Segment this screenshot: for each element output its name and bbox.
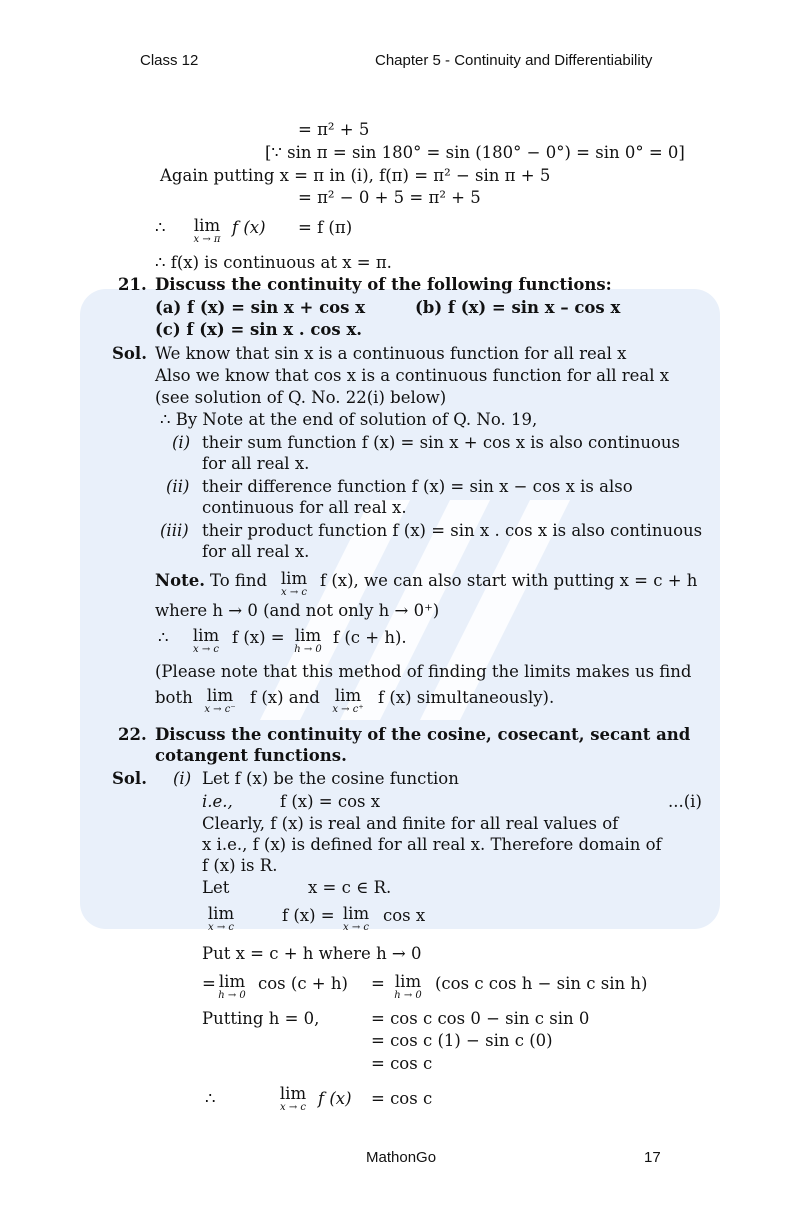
sol22-line-12: = cos c xyxy=(371,1054,433,1073)
therefore-symbol: ∴ xyxy=(155,218,166,237)
q21-title: Discuss the continuity of the following functions: xyxy=(155,275,612,294)
limit-h-0-cos-1: lim h → 0 xyxy=(218,972,246,1001)
limit-x-c-cos: lim x → c xyxy=(207,904,235,933)
top-line-1: = π² + 5 xyxy=(298,120,370,139)
limit-c-plus: lim x → c⁺ xyxy=(332,686,364,715)
top-line-2: [∵ sin π = sin 180° = sin (180° − 0°) = sin 0° = 0] xyxy=(265,143,685,162)
sol22-line-7a: f (x) = xyxy=(282,906,335,925)
sol22-line-1: Let f (x) be the cosine function xyxy=(202,769,459,788)
note-line-5c: f (x) simultaneously). xyxy=(378,688,555,707)
sol22-line-10a: Putting h = 0, xyxy=(202,1009,320,1028)
note-label: Note. xyxy=(155,571,205,590)
q21-part-a: (a) f (x) = sin x + cos x xyxy=(155,298,366,317)
top-line-5b: = f (π) xyxy=(298,218,353,237)
limit-x-c-eq: lim x → c xyxy=(192,626,220,655)
sol22-label: Sol. xyxy=(112,769,147,788)
sol22-line-9a: = xyxy=(202,974,216,993)
limit-h-0-cos-2: lim h → 0 xyxy=(394,972,422,1001)
sol22-line-9b: cos (c + h) xyxy=(258,974,348,993)
sol22-line-13a: ∴ xyxy=(205,1089,216,1108)
sol22-line-13b: f (x) xyxy=(318,1089,352,1108)
sol22-line-3: Clearly, f (x) is real and finite for all real values of xyxy=(202,814,619,833)
sol21-i-text-2: for all real x. xyxy=(202,454,310,473)
sol21-ii-label: (ii) xyxy=(166,477,190,496)
sol22-line-9d: (cos c cos h − sin c sin h) xyxy=(435,974,648,993)
q22-title-1: Discuss the continuity of the cosine, cosecant, secant and xyxy=(155,725,691,744)
sol22-line-8: Put x = c + h where h → 0 xyxy=(202,944,422,963)
top-line-4: = π² − 0 + 5 = π² + 5 xyxy=(298,188,481,207)
sol22-line-2b: f (x) = cos x xyxy=(280,792,381,811)
footer-brand: MathonGo xyxy=(366,1149,437,1166)
sol22-line-6b: x = c ∈ R. xyxy=(308,878,392,897)
sol21-label: Sol. xyxy=(112,344,147,363)
q22-number: 22. xyxy=(118,725,147,744)
sol21-i-label: (i) xyxy=(172,433,191,452)
sol21-line-2: Also we know that cos x is a continuous function for all real x xyxy=(155,366,670,385)
sol21-line-1: We know that sin x is a continuous function for all real x xyxy=(155,344,627,363)
sol22-line-7b: cos x xyxy=(383,906,426,925)
sol22-line-13c: = cos c xyxy=(371,1089,433,1108)
limit-x-c-note: lim x → c xyxy=(280,569,308,598)
sol21-iii-label: (iii) xyxy=(160,521,189,540)
header-class: Class 12 xyxy=(140,52,199,69)
limit-x-pi: lim x → π xyxy=(193,216,221,245)
note-line-2: where h → 0 (and not only h → 0⁺) xyxy=(155,601,440,620)
sol22-i-label: (i) xyxy=(173,769,192,788)
note-line-4: (Please note that this method of finding the limits makes us find xyxy=(155,662,692,681)
limit-x-c-cosx: lim x → c xyxy=(342,904,370,933)
top-line-6: ∴ f(x) is continuous at x = π. xyxy=(155,253,392,272)
sol22-eq-tag: ...(i) xyxy=(668,792,702,811)
sol22-line-5: f (x) is R. xyxy=(202,856,278,875)
sol22-line-2a: i.e., xyxy=(202,792,233,811)
note-line-3-therefore: ∴ xyxy=(158,628,169,647)
q21-number: 21. xyxy=(118,275,147,294)
sol22-line-9c: = xyxy=(371,974,385,993)
top-line-5a: f (x) xyxy=(232,218,266,237)
sol21-i-text-1: their sum function f (x) = sin x + cos x is also continuous xyxy=(202,433,680,452)
sol21-iii-text-1: their product function f (x) = sin x . cos x is also continuous xyxy=(202,521,703,540)
limit-x-c-final: lim x → c xyxy=(279,1084,307,1113)
note-line-1b: f (x), we can also start with putting x = c + h xyxy=(320,571,698,590)
q21-part-b: (b) f (x) = sin x – cos x xyxy=(415,298,621,317)
q21-part-c: (c) f (x) = sin x . cos x. xyxy=(155,320,363,339)
footer-page-number: 17 xyxy=(644,1149,661,1166)
note-line-1a: To find xyxy=(210,571,268,590)
note-line-3c: f (c + h). xyxy=(333,628,407,647)
limit-c-minus: lim x → c⁻ xyxy=(204,686,236,715)
sol21-ii-text-2: continuous for all real x. xyxy=(202,498,407,517)
sol21-ii-text-1: their difference function f (x) = sin x − cos x is also xyxy=(202,477,633,496)
sol21-iii-text-2: for all real x. xyxy=(202,542,310,561)
sol21-line-3: (see solution of Q. No. 22(i) below) xyxy=(155,388,447,407)
note-line-5b: f (x) and xyxy=(250,688,320,707)
sol22-line-6a: Let xyxy=(202,878,230,897)
limit-h-0-eq: lim h → 0 xyxy=(294,626,322,655)
sol22-line-10b: = cos c cos 0 − sin c sin 0 xyxy=(371,1009,590,1028)
header-chapter: Chapter 5 - Continuity and Differentiability xyxy=(375,52,653,69)
sol22-line-4: x i.e., f (x) is defined for all real x. Therefore domain of xyxy=(202,835,662,854)
note-line-5a: both xyxy=(155,688,193,707)
sol22-line-11: = cos c (1) − sin c (0) xyxy=(371,1031,553,1050)
top-line-3: Again putting x = π in (i), f(π) = π² − sin π + 5 xyxy=(160,166,551,185)
q22-title-2: cotangent functions. xyxy=(155,746,347,765)
sol21-line-4: ∴ By Note at the end of solution of Q. No. 19, xyxy=(160,410,538,429)
note-line-3b: f (x) = xyxy=(232,628,285,647)
